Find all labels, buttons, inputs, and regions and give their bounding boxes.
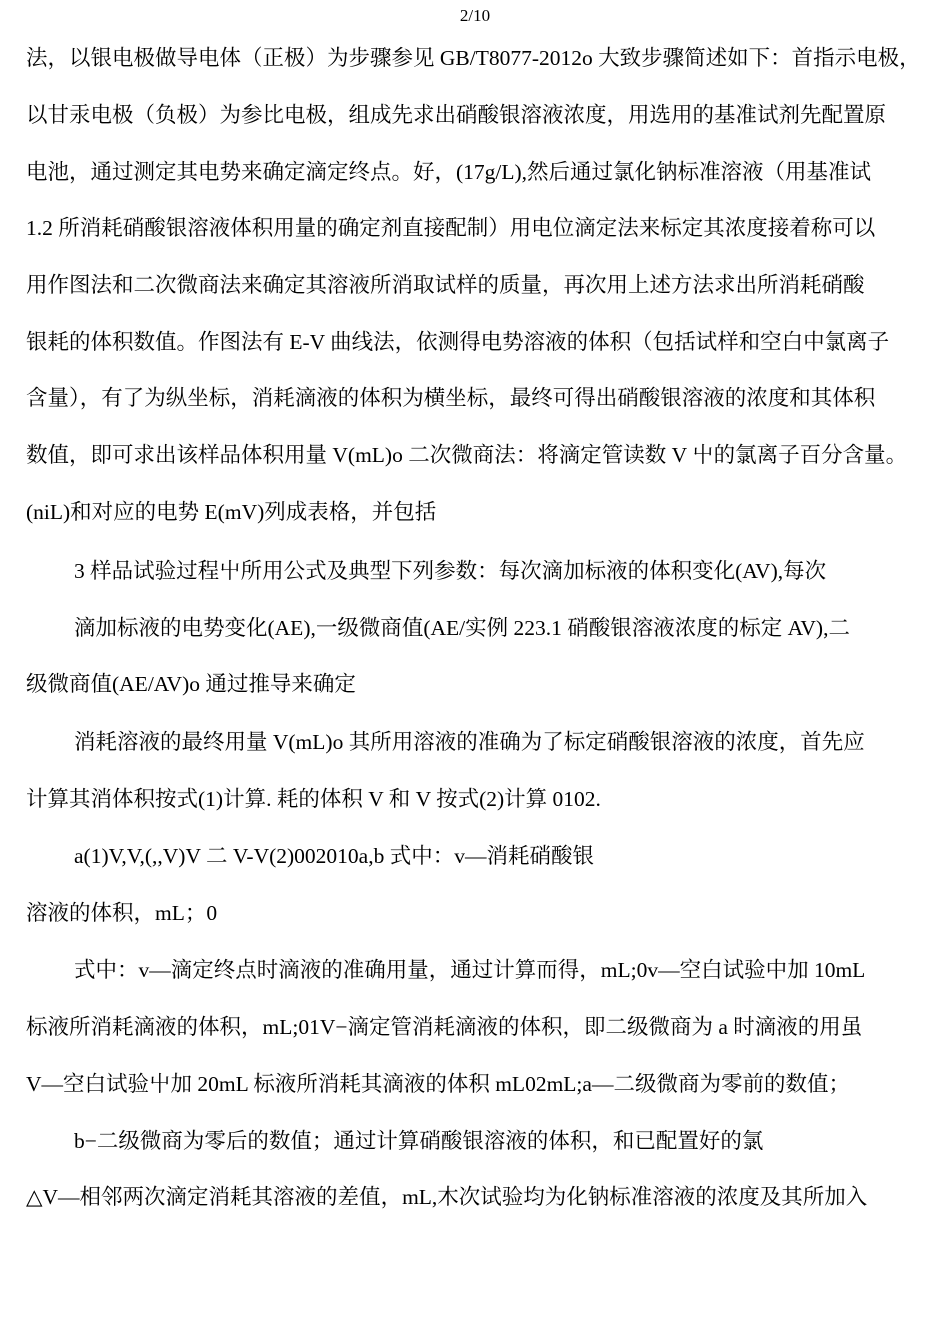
text-line: 标液所消耗滴液的体积，mL;01V−滴定管消耗滴液的体积，即二级微商为 a 时滴液的用虽 (26, 1015, 863, 1039)
text-line: △V—相邻两次滴定消耗其溶液的差值，mL,木次试验均为化钠标准溶液的浓度及其所加入 (26, 1185, 868, 1209)
text-line: 消耗溶液的最终用量 V(mL)o 其所用溶液的准确为了标定硝酸银溶液的浓度，首先应 (74, 730, 865, 754)
text-line: a(1)V,V,(,,V)V 二 V-V(2)002010a,b 式中：v—消耗硝酸银 (74, 844, 594, 868)
text-line: 级微商值(AE/AV)o 通过推导来确定 (26, 672, 356, 696)
text-line: 数值，即可求出该样品体积用量 V(mL)o 二次微商法：将滴定管读数 V 屮的氯离子百分含量。 (26, 443, 908, 467)
text-line: 式中：v—滴定终点时滴液的准确用量，通过计算而得，mL;0v—空白试验中加 10mL (74, 958, 866, 982)
text-line: 计算其消体积按式(1)计算. 耗的体积 V 和 V 按式(2)计算 0102. (26, 787, 601, 811)
text-line: 含量），有了为纵坐标，消耗滴液的体积为横坐标，最终可得出硝酸银溶液的浓度和其体积 (26, 386, 876, 410)
text-line: 以甘汞电极（负极）为参比电极，组成先求出硝酸银溶液浓度，用选用的基准试剂先配置原 (26, 103, 887, 127)
text-line: 3 样品试验过程屮所用公式及典型下列参数：每次滴加标液的体积变化(AV),每次 (74, 559, 827, 583)
text-line: 银耗的体积数值。作图法有 E-V 曲线法，依测得电势溶液的体积（包括试样和空白中氯离子 (26, 330, 890, 354)
text-line: V—空白试验屮加 20mL 标液所消耗其滴液的体积 mL02mL;a—二级微商为零前的数值； (26, 1072, 850, 1096)
page-number: 2/10 (459, 6, 491, 25)
text-line: 滴加标液的电势变化(AE),一级微商值(AE/实例 223.1 硝酸银溶液浓度的标定 AV),二 (74, 616, 850, 640)
text-line: 电池，通过测定其电势来确定滴定终点。好，(17g/L),然后通过氯化钠标准溶液（用基准试 (26, 160, 872, 184)
text-line: b−二级微商为零后的数值；通过计算硝酸银溶液的体积，和已配置好的氯 (74, 1129, 764, 1153)
text-line: 1.2 所消耗硝酸银溶液体积用量的确定剂直接配制）用电位滴定法来标定其浓度接着称可以 (26, 216, 876, 240)
text-line: 溶液的体积，mL；0 (26, 901, 218, 925)
text-line: 法，以银电极做导电体（正极）为步骤参见 GB/T8077-2012o 大致步骤简述如下：首指示电极， (26, 46, 921, 70)
text-line: 用作图法和二次微商法来确定其溶液所消取试样的质量，再次用上述方法求出所消耗硝酸 (26, 273, 865, 297)
text-line: (niL)和对应的电势 E(mV)列成表格，并包括 (26, 500, 437, 524)
